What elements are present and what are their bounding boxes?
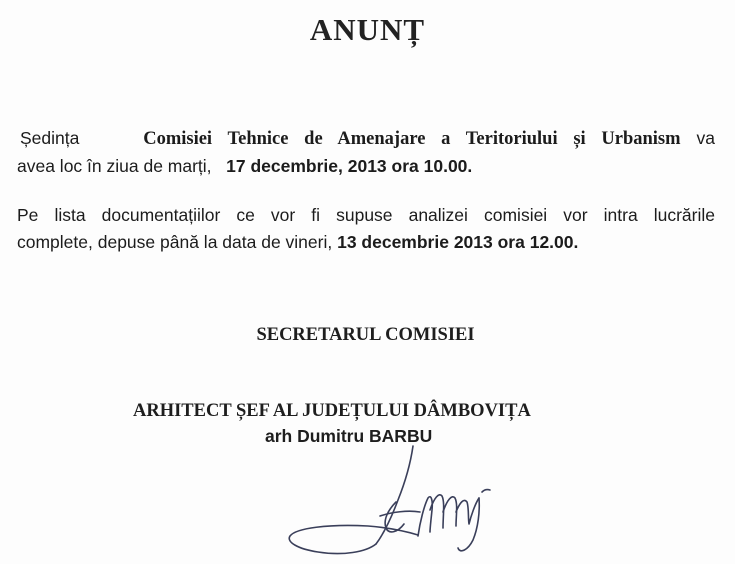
announcement-paragraph [17, 125, 715, 180]
paragraph-text: avea loc în ziua de marți, [17, 156, 212, 176]
architect-name: arh Dumitru BARBU [265, 426, 433, 446]
paragraph-line [17, 153, 715, 180]
paragraph-text: complete, depuse până la data de vineri, [17, 232, 333, 252]
meeting-word: Ședința [20, 128, 80, 148]
paragraph-text: va [696, 128, 715, 148]
architect-title: ARHITECT ȘEF AL JUDEȚULUI DÂMBOVIȚA [133, 401, 531, 421]
secretary-title: SECRETARUL COMISIEI [256, 325, 475, 345]
paragraph-line [17, 125, 715, 153]
documents-paragraph [17, 202, 715, 256]
commission-name: Comisiei Tehnice de Amenajare a Teritoriului și Urbanism [143, 129, 681, 149]
paragraph-line [17, 229, 715, 256]
deadline-date: 13 decembrie 2013 ora 12.00. [337, 232, 579, 252]
paragraph-line: Pe lista documentațiilor ce vor fi supuse analizei comisiei vor intra lucrările [17, 205, 715, 225]
meeting-date: 17 decembrie, 2013 ora 10.00. [226, 156, 473, 176]
document-title: ANUNȚ [309, 12, 426, 47]
handwritten-signature [268, 440, 528, 560]
